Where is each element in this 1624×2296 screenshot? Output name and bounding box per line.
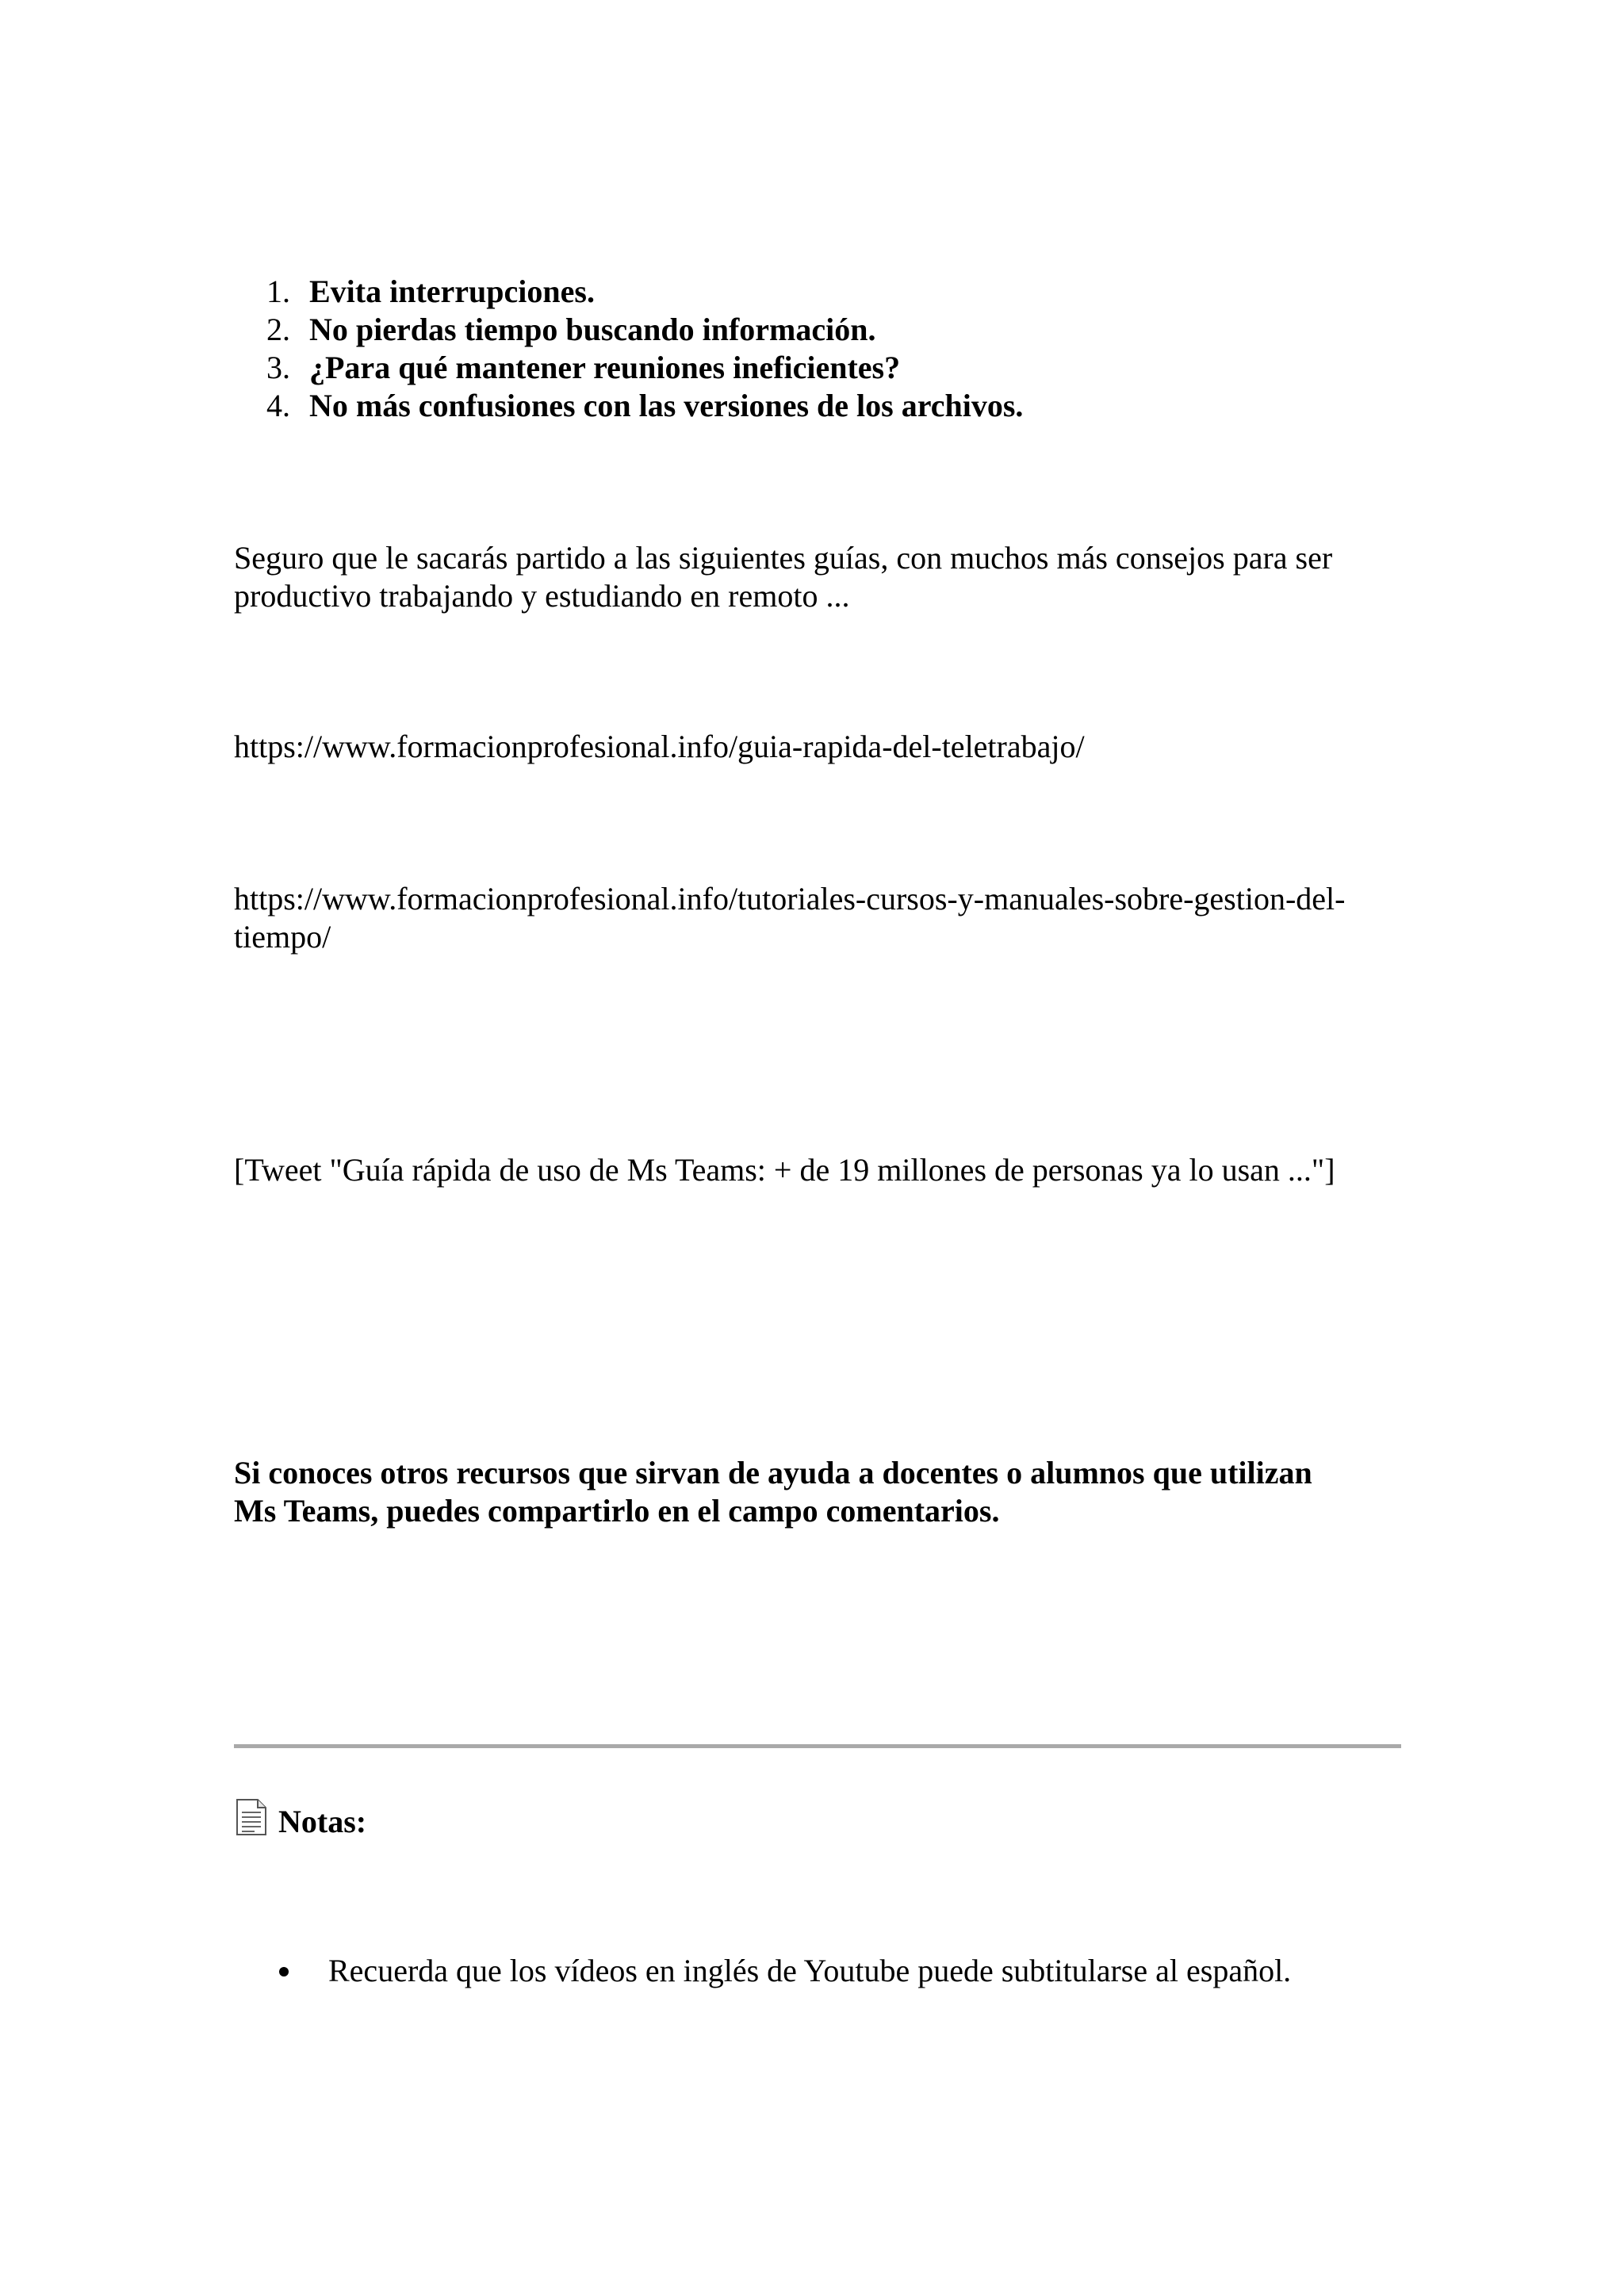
list-item-number: 2. (266, 312, 290, 347)
list-item (235, 311, 876, 349)
list-item (235, 387, 1023, 425)
list-item-number: 4. (266, 388, 290, 423)
list-item-text: Evita interrupciones. (309, 274, 595, 309)
list-item-number: 1. (266, 274, 290, 309)
tweet-embed (234, 1151, 1408, 1189)
list-item (235, 349, 900, 387)
list-item-text: No pierdas tiempo buscando información. (309, 312, 876, 347)
guides-intro-line: productivo trabajando y estudiando en remoto ... (234, 578, 850, 614)
link-text[interactable]: https://www.formacionprofesional.info/guia-rapida-del-teletrabajo/ (234, 729, 1085, 764)
link-text[interactable]: tiempo/ (234, 919, 331, 955)
guides-intro-paragraph (234, 539, 1408, 615)
share-prompt-line: Ms Teams, puedes compartirlo en el campo comentarios. (234, 1493, 1000, 1529)
list-item-number: 3. (266, 350, 290, 385)
bullet-icon (279, 1967, 289, 1976)
list-item-text: No más confusiones con las versiones de los archivos. (309, 388, 1024, 423)
horizontal-divider (234, 1744, 1401, 1748)
notes-heading (234, 1798, 366, 1845)
link-text[interactable]: https://www.formacionprofesional.info/tutoriales-cursos-y-manuales-sobre-gestion-del- (234, 881, 1346, 916)
list-item (279, 1952, 1291, 1990)
list-item (235, 273, 595, 311)
guides-intro-line: Seguro que le sacarás partido a las siguientes guías, con muchos más consejos para ser (234, 540, 1333, 576)
notes-heading-text: Notas: (278, 1803, 367, 1839)
link-teletrabajo-guide[interactable] (234, 728, 1408, 766)
share-prompt-paragraph (234, 1454, 1408, 1530)
notes-bullet-text: Recuerda que los vídeos en inglés de Youtube puede subtitularse al español. (328, 1953, 1292, 1988)
share-prompt-line: Si conoces otros recursos que sirvan de ayuda a docentes o alumnos que utilizan (234, 1455, 1312, 1490)
list-item-text: ¿Para qué mantener reuniones ineficientes? (309, 350, 901, 385)
document-icon (234, 1798, 278, 1845)
link-time-management-guide[interactable] (234, 880, 1408, 956)
tweet-embed-text: [Tweet "Guía rápida de uso de Ms Teams: + de 19 millones de personas ya lo usan ..."] (234, 1152, 1335, 1188)
